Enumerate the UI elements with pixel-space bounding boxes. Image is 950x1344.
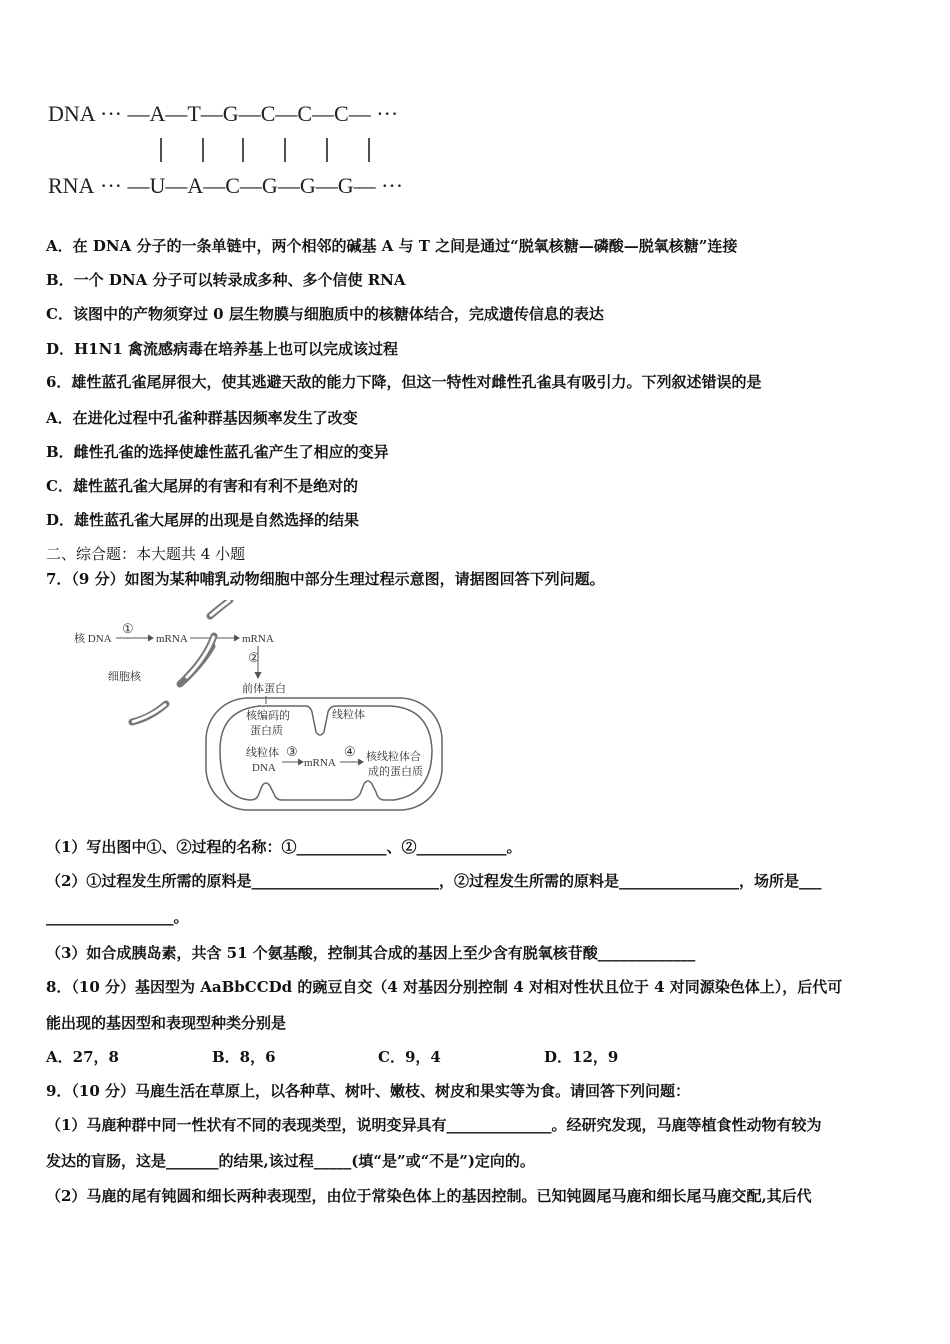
q7-sub2-a: （2）①过程发生所需的原料是_________________________，②过程发生所需的原料是________________，场所是___ (46, 872, 822, 890)
dna-label: DNA (48, 101, 96, 126)
q8-option-a: A．27，8 (46, 1048, 119, 1066)
q8-option-c: C．9，4 (378, 1048, 441, 1066)
label-step-2: ② (248, 650, 260, 665)
base-pair-bonds (161, 138, 369, 162)
q5-option-d: D．H1N1 禽流感病毒在培养基上也可以完成该过程 (46, 340, 398, 358)
label-mrna-3: mRNA (304, 757, 336, 769)
cell-process-diagram (70, 600, 460, 820)
q9-stem: 9．（10 分）马鹿生活在草原上，以各种草、树叶、嫩枝、树皮和果实等为食。请回答下列问题： (46, 1082, 691, 1100)
rna-sequence: ··· —U—A—C—G—G—G— ··· (100, 173, 404, 198)
q5-option-a: A．在 DNA 分子的一条单链中，两个相邻的碱基 A 与 T 之间是通过“脱氧核糖—磷酸—脱氧核糖”连接 (46, 237, 738, 255)
rna-label: RNA (48, 173, 95, 198)
q8-stem-a: 8．（10 分）基因型为 AaBbCCDd 的豌豆自交（4 对基因分别控制 4 对相对性状且位于 4 对同源染色体上），后代可 (46, 978, 843, 996)
label-precursor-protein: 前体蛋白 (242, 683, 286, 695)
q8-option-d: D．12，9 (544, 1048, 619, 1066)
q8-option-b: B．8，6 (212, 1048, 276, 1066)
q7-stem: 7．（9 分）如图为某种哺乳动物细胞中部分生理过程示意图，请据图回答下列问题。 (46, 570, 605, 588)
label-step-4: ④ (344, 744, 356, 759)
q6-option-a: A．在进化过程中孔雀种群基因频率发生了改变 (46, 409, 358, 427)
q9-sub1-b: 发达的盲肠，这是_______的结果,该过程_____(填“是”或“不是”)定向的。 (46, 1152, 535, 1170)
q6-stem: 6．雄性蓝孔雀尾屏很大，使其逃避天敌的能力下降，但这一特性对雌性孔雀具有吸引力。下列叙述错误的是 (46, 373, 762, 391)
label-mrna-1: mRNA (156, 633, 188, 645)
label-nuclear-dna: 核 DNA (74, 633, 112, 645)
q6-option-c: C．雄性蓝孔雀大尾屏的有害和有利不是绝对的 (46, 477, 358, 495)
label-mrna-2: mRNA (242, 633, 274, 645)
label-product-1: 核线粒体合 (366, 751, 421, 763)
label-mito-dna-1: 线粒体 (246, 747, 279, 759)
q8-options (46, 1047, 618, 1067)
section-2-header: 二、综合题：本大题共 4 小题 (46, 545, 246, 563)
q9-sub1-a: （1）马鹿种群中同一性状有不同的表现类型，说明变异具有______________。经研究发现，马鹿等植食性动物有较为 (46, 1116, 822, 1134)
label-product-2: 成的蛋白质 (368, 766, 423, 778)
q7-sub1: （1）写出图中①、②过程的名称：①____________、②____________。 (46, 838, 522, 856)
q6-option-b: B．雌性孔雀的选择使雄性蓝孔雀产生了相应的变异 (46, 443, 389, 461)
q7-sub3: （3）如合成胰岛素，共含 51 个氨基酸，控制其合成的基因上至少含有脱氧核苷酸_____________ (46, 944, 696, 962)
label-nuclear-encoded-1: 核编码的 (246, 710, 290, 722)
q5-option-b: B．一个 DNA 分子可以转录成多种、多个信使 RNA (46, 271, 406, 289)
dna-sequence: ··· —A—T—G—C—C—C— ··· (100, 101, 399, 126)
label-mito-dna-2: DNA (252, 762, 276, 774)
q5-option-c: C．该图中的产物须穿过 0 层生物膜与细胞质中的核糖体结合，完成遗传信息的表达 (46, 305, 604, 323)
label-step-3: ③ (286, 744, 298, 759)
q9-sub2: （2）马鹿的尾有钝圆和细长两种表现型，由位于常染色体上的基因控制。已知钝圆尾马鹿和细长尾马鹿交配,其后代 (46, 1187, 812, 1205)
label-nuclear-encoded-2: 蛋白质 (250, 725, 283, 737)
label-step-1: ① (122, 621, 134, 636)
dna-rna-pairing-diagram (48, 98, 448, 198)
q8-stem-b: 能出现的基因型和表现型种类分别是 (46, 1014, 287, 1032)
q6-option-d: D．雄性蓝孔雀大尾屏的出现是自然选择的结果 (46, 511, 360, 529)
label-nucleus: 细胞核 (108, 671, 141, 683)
q7-sub2-b: _________________。 (46, 908, 189, 926)
label-mitochondrion: 线粒体 (332, 709, 365, 721)
